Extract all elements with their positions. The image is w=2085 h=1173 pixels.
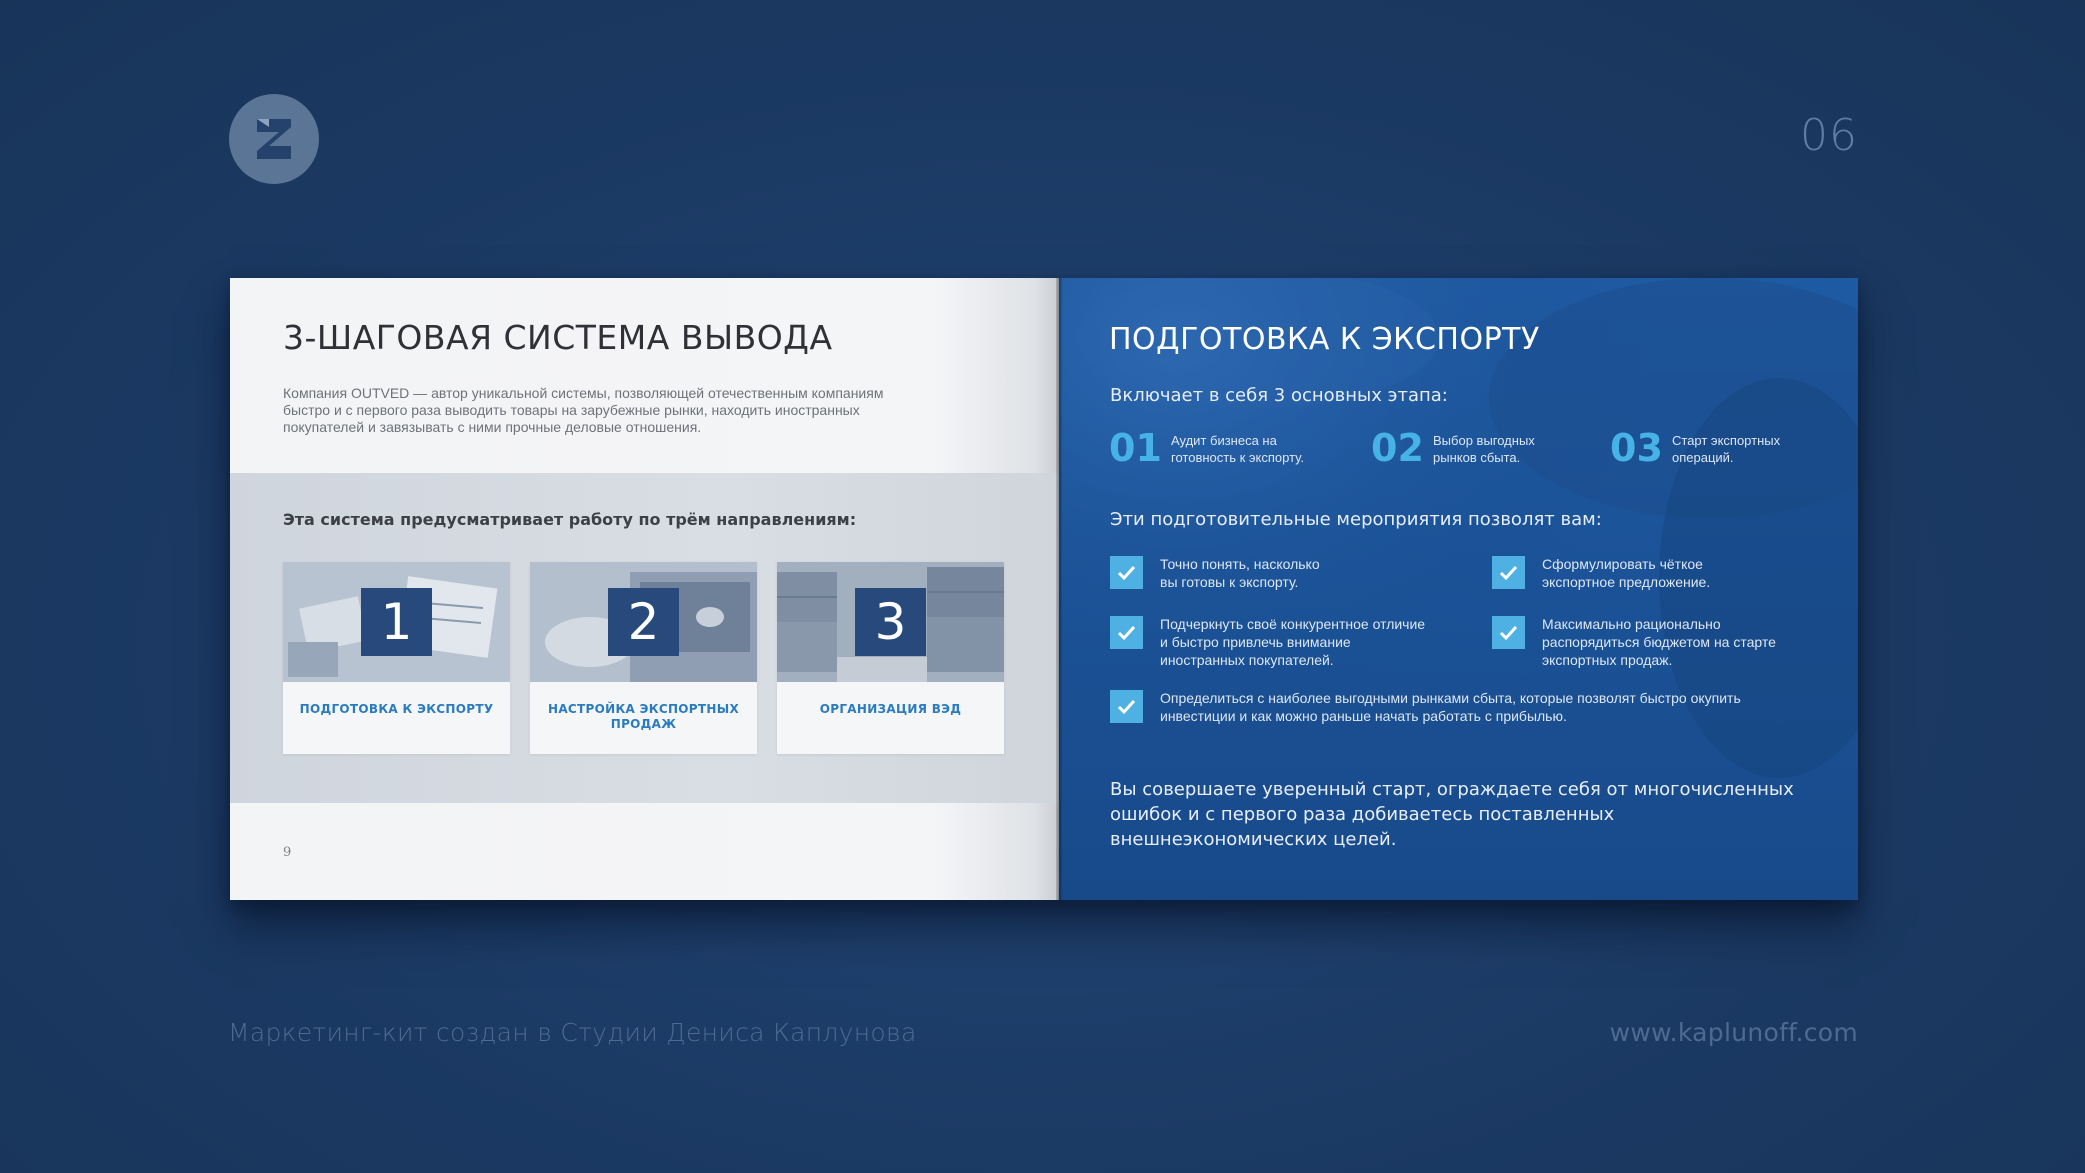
left-page-description: Компания OUTVED — автор уникальной системы, позволяющей отечественным компаниям быстро и с первого раза выводить товары на зарубежные рынки, находить иностранных покупателей и завязывать с ними прочные деловые отношения. bbox=[283, 385, 884, 435]
checkmark-icon bbox=[1110, 556, 1143, 589]
slide-number: 06 bbox=[1800, 110, 1858, 161]
benefit-text-1: Точно понять, насколько вы готовы к экспорту. bbox=[1160, 556, 1320, 590]
brand-logo-icon bbox=[229, 94, 319, 184]
footer-credit: Маркетинг-кит создан в Студии Дениса Каплунова bbox=[228, 1018, 917, 1047]
left-page-title: 3-ШАГОВАЯ СИСТЕМА ВЫВОДА bbox=[283, 318, 833, 357]
benefit-text-2: Сформулировать чёткое экспортное предложение. bbox=[1542, 556, 1711, 590]
right-page-title: ПОДГОТОВКА К ЭКСПОРТУ bbox=[1109, 322, 1540, 357]
checkmark-icon bbox=[1492, 616, 1525, 649]
step-card-2 bbox=[530, 562, 757, 754]
step-label-1: ПОДГОТОВКА К ЭКСПОРТУ bbox=[299, 702, 494, 716]
stage-number-3: 03 bbox=[1610, 426, 1663, 470]
benefit-text-4: Максимально рационально распорядиться бюджетом на старте экспортных продаж. bbox=[1542, 616, 1776, 668]
step-number-2: 2 bbox=[608, 588, 679, 656]
checkmark-icon bbox=[1110, 616, 1143, 649]
brochure-spread bbox=[230, 278, 1858, 900]
benefit-text-5: Определиться с наиболее выгодными рынками сбыта, которые позволят быстро окупить инвестиции и как можно раньше начать работать с прибылью. bbox=[1160, 690, 1741, 724]
brochure-spine bbox=[1056, 278, 1062, 900]
right-page bbox=[1059, 278, 1858, 900]
stage-text-3: Старт экспортных операций. bbox=[1672, 433, 1781, 465]
left-page-number: 9 bbox=[283, 845, 292, 860]
stage-text-1: Аудит бизнеса на готовность к экспорту. bbox=[1171, 433, 1304, 465]
left-page-subheading: Эта система предусматривает работу по трём направлениям: bbox=[283, 510, 857, 529]
stage-text-2: Выбор выгодных рынков сбыта. bbox=[1433, 433, 1535, 465]
step-photo-2 bbox=[530, 562, 757, 682]
stages-heading: Включает в себя 3 основных этапа: bbox=[1110, 385, 1448, 406]
stage-number-2: 02 bbox=[1371, 426, 1424, 470]
step-label-3: ОРГАНИЗАЦИЯ ВЭД bbox=[819, 702, 962, 716]
step-label-2: НАСТРОЙКА ЭКСПОРТНЫХ ПРОДАЖ bbox=[547, 702, 739, 731]
stage-number-1: 01 bbox=[1109, 426, 1162, 470]
benefits-heading: Эти подготовительные мероприятия позволят вам: bbox=[1110, 509, 1602, 530]
step-photo-1 bbox=[283, 562, 510, 682]
checkmark-icon bbox=[1492, 556, 1525, 589]
step-number-3: 3 bbox=[855, 588, 926, 656]
step-card-1 bbox=[283, 562, 510, 754]
closing-statement: Вы совершаете уверенный старт, ограждаете себя от многочисленных ошибок и с первого раза добиваетесь поставленных внешнеэкономических целей. bbox=[1110, 779, 1794, 850]
step-number-1: 1 bbox=[361, 588, 432, 656]
footer-website-link[interactable]: www.kaplunoff.com bbox=[1609, 1018, 1858, 1047]
step-photo-3 bbox=[777, 562, 1004, 682]
benefit-text-3: Подчеркнуть своё конкурентное отличие и быстро привлечь внимание иностранных покупателей. bbox=[1160, 616, 1426, 668]
step-card-3 bbox=[777, 562, 1004, 754]
checkmark-icon bbox=[1110, 690, 1143, 723]
left-page bbox=[230, 278, 1059, 900]
